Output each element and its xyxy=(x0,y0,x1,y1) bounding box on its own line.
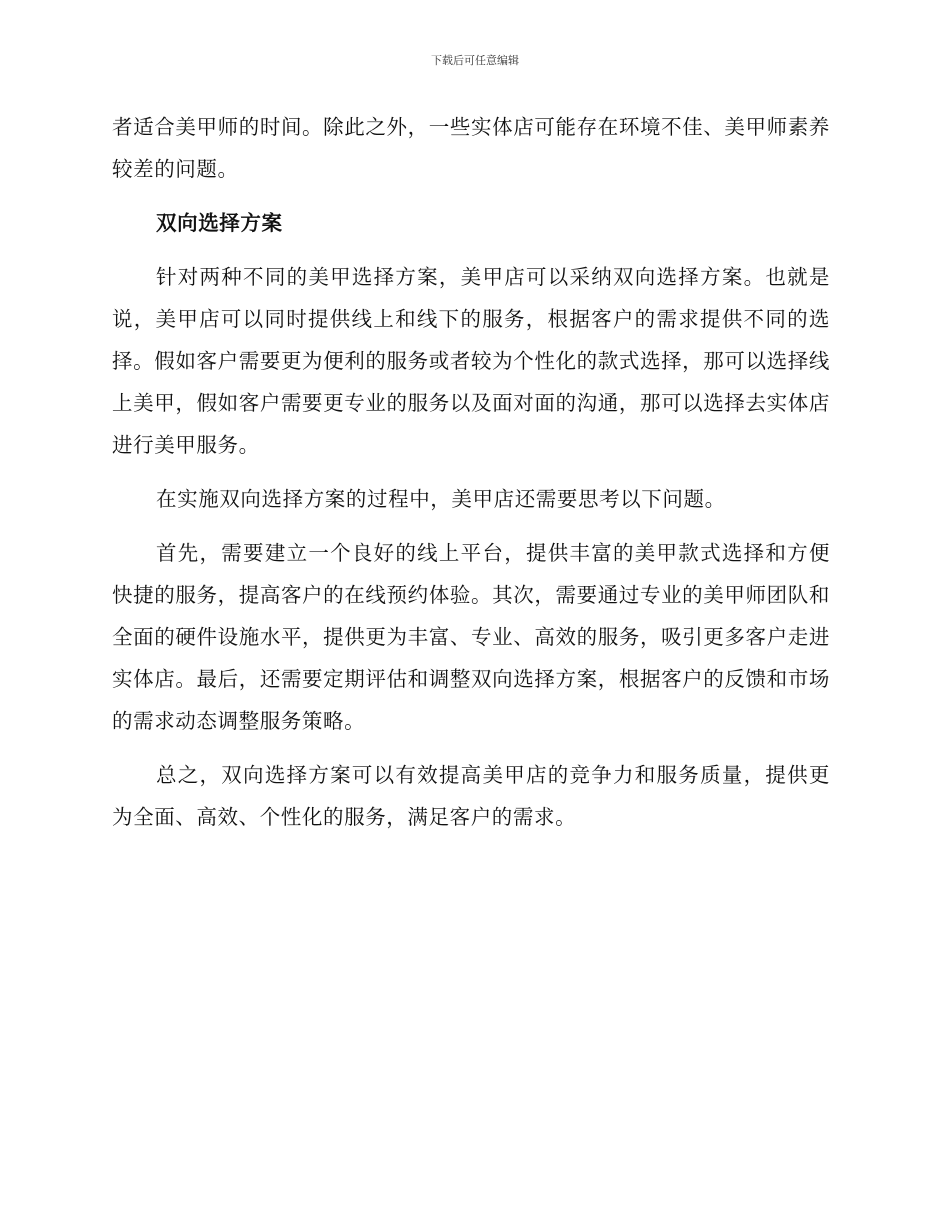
page-header: 下载后可任意编辑 xyxy=(431,54,519,67)
paragraph-2: 在实施双向选择方案的过程中，美甲店还需要思考以下问题。 xyxy=(156,487,726,511)
paragraph-continued: 者适合美甲师的时间。除此之外，一些实体店可能存在环境不佳、美甲师素养较差的问题。 xyxy=(112,115,830,181)
paragraph-1: 针对两种不同的美甲选择方案，美甲店可以采纳双向选择方案。也就是说，美甲店可以同时提供线上和线下的服务，根据客户的需求提供不同的选择。假如客户需要更为便利的服务或者较为个性化的款式选择，那可以选择线上美甲，假如客户需要更专业的服务以及面对面的沟通，那可以选择去实体店进行美甲服务。 xyxy=(112,265,830,457)
document-body xyxy=(112,106,830,850)
section-heading: 双向选择方案 xyxy=(156,211,283,235)
paragraph-4: 总之，双向选择方案可以有效提高美甲店的竞争力和服务质量，提供更为全面、高效、个性化的服务，满足客户的需求。 xyxy=(112,763,830,829)
paragraph-3: 首先，需要建立一个良好的线上平台，提供丰富的美甲款式选择和方便快捷的服务，提高客户的在线预约体验。其次，需要通过专业的美甲师团队和全面的硬件设施水平，提供更为丰富、专业、高效的服务，吸引更多客户走进实体店。最后，还需要定期评估和调整双向选择方案，根据客户的反馈和市场的需求动态调整服务策略。 xyxy=(112,541,830,733)
